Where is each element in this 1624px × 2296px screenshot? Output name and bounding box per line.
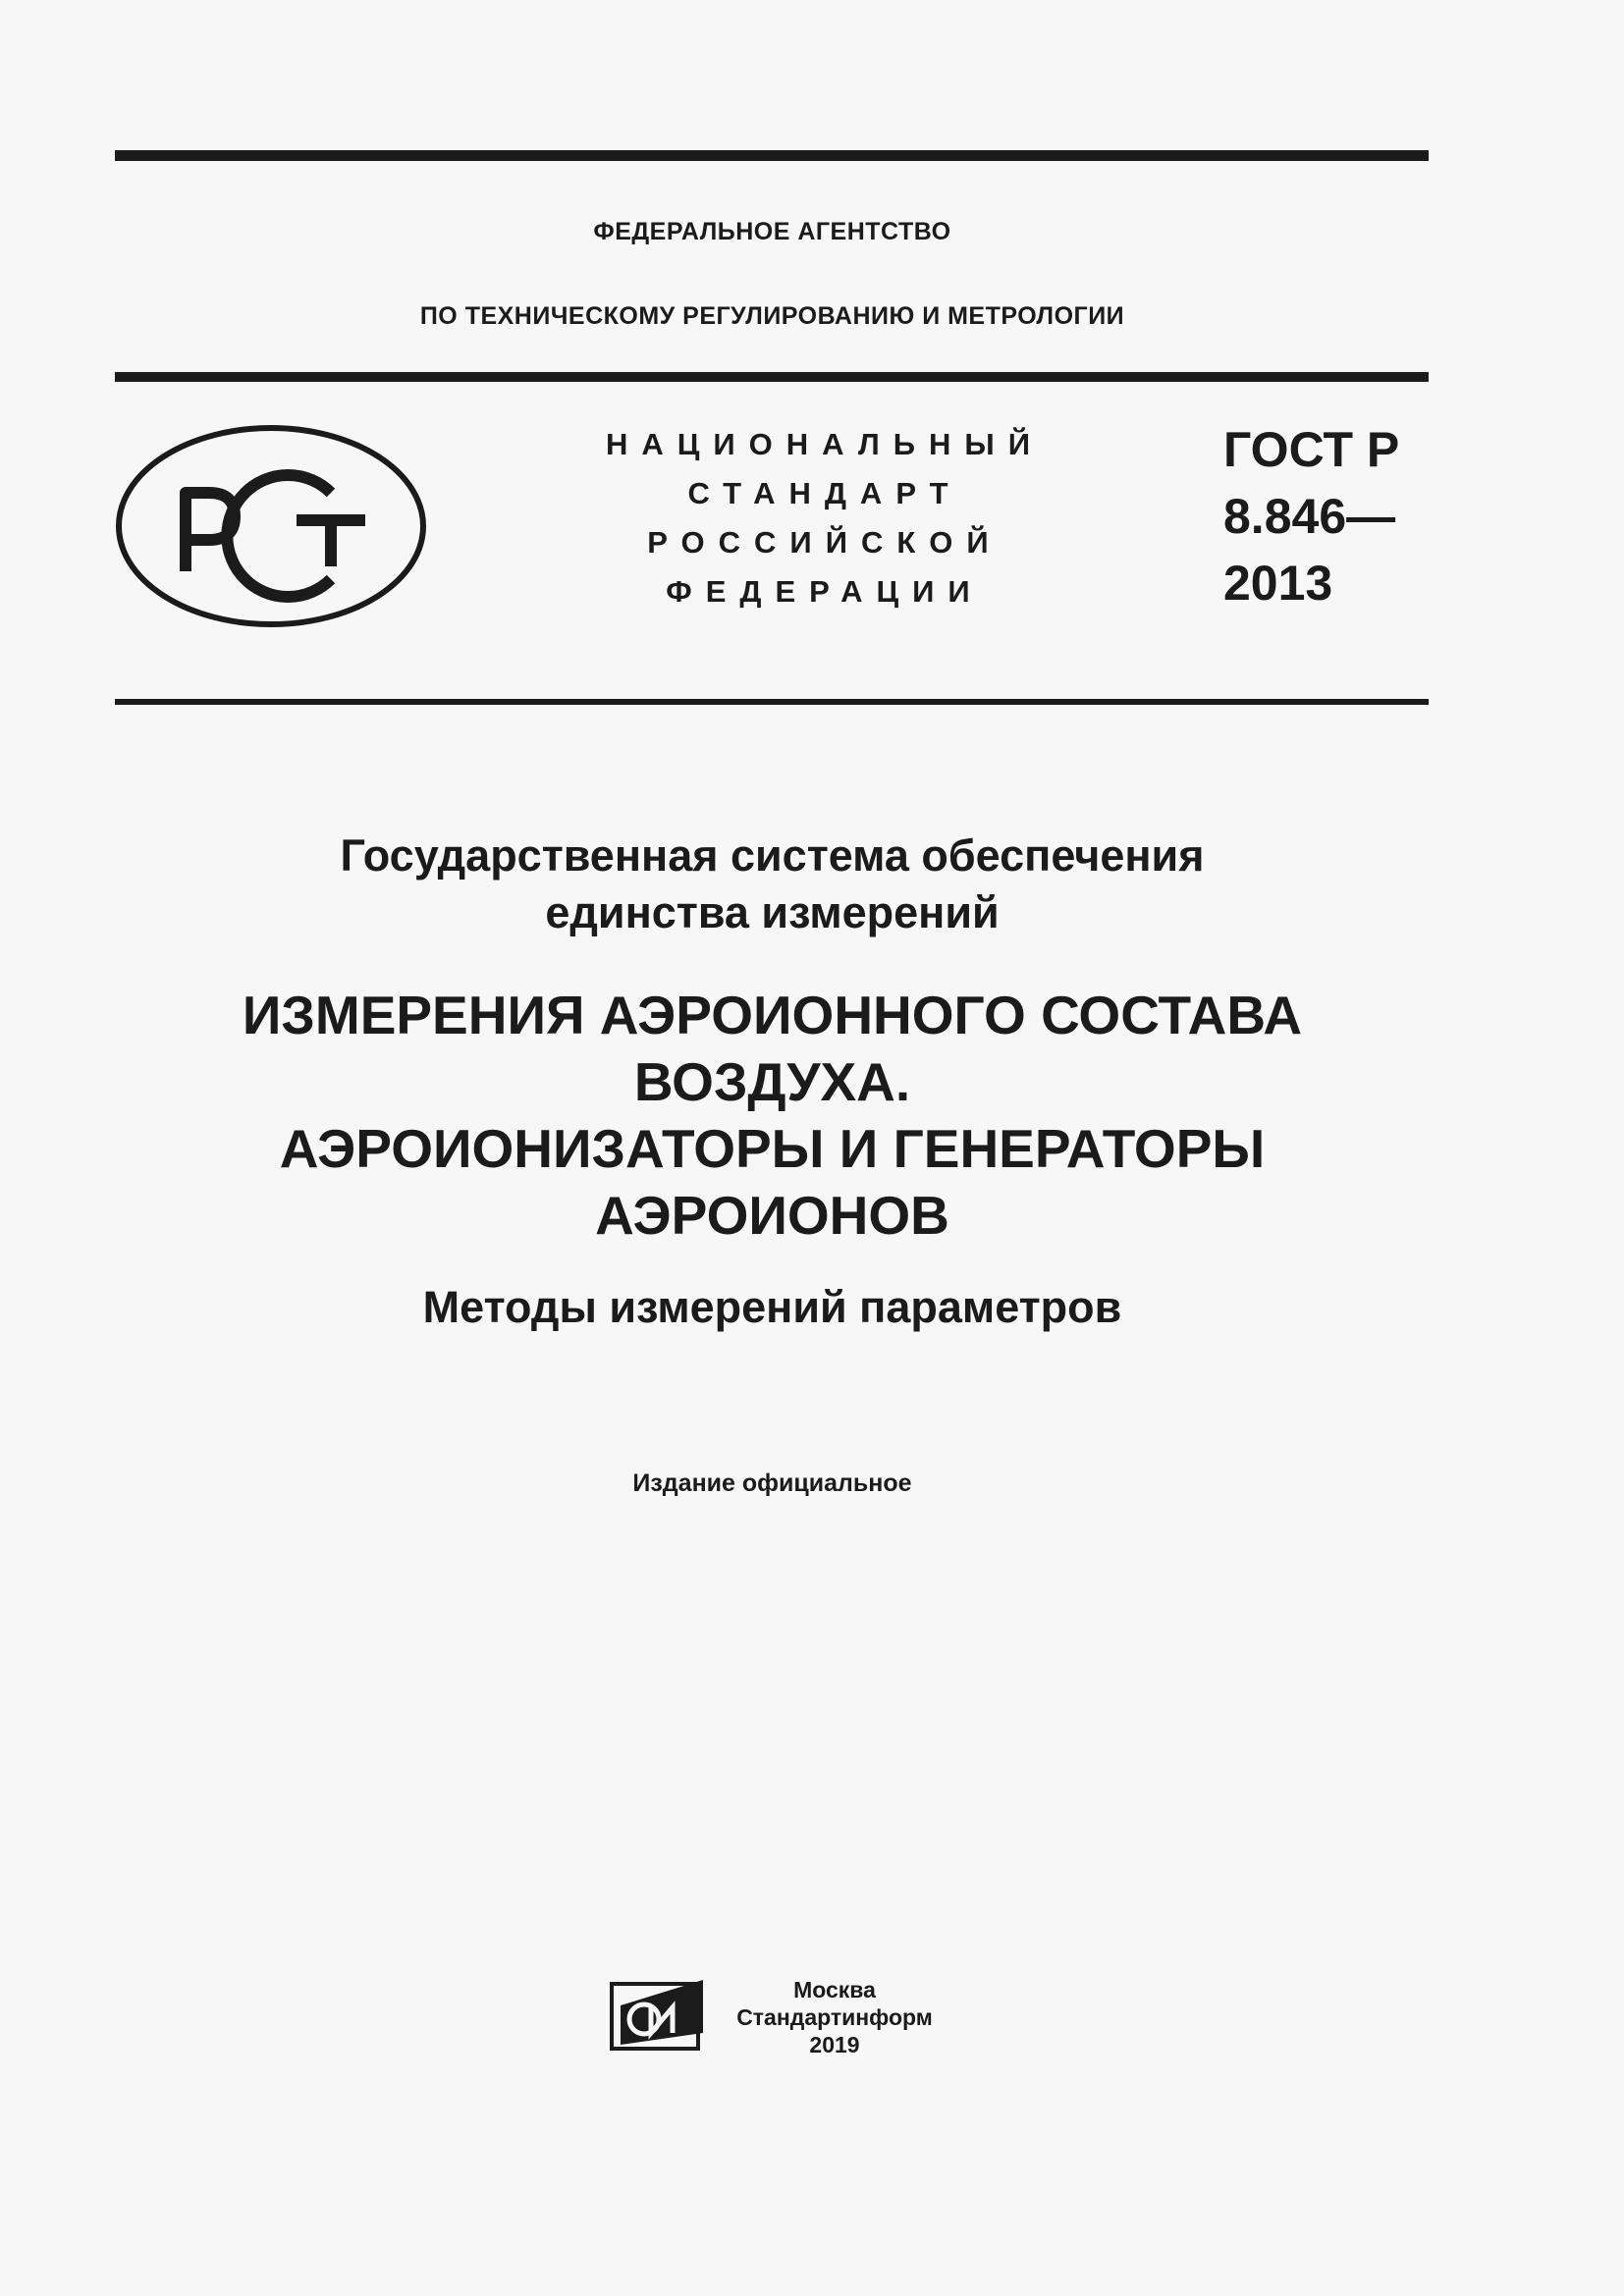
- agency-name-line-2: ПО ТЕХНИЧЕСКОМУ РЕГУЛИРОВАНИЮ И МЕТРОЛОГИИ: [419, 302, 1125, 330]
- designation-line: ГОСТ Р: [1223, 422, 1400, 477]
- rst-certification-logo: [115, 424, 427, 628]
- title-line: АЭРОИОНОВ: [595, 1185, 949, 1246]
- header-rule: [115, 372, 1429, 382]
- header-bottom-rule: [115, 699, 1429, 705]
- series-title: [0, 828, 1544, 941]
- designation-line: 2013: [1223, 556, 1333, 611]
- series-title-line: единства измерений: [545, 887, 1000, 937]
- standard-designation: [1223, 416, 1449, 616]
- publication-year: 2019: [809, 2032, 860, 2057]
- title-line: ВОЗДУХА.: [633, 1051, 911, 1112]
- publisher-info: [717, 1976, 952, 2058]
- national-standard-label: [550, 420, 1100, 616]
- publisher-name: Стандартинформ: [736, 2004, 933, 2030]
- series-title-line: Государственная система обеспечения: [340, 830, 1205, 881]
- edition-note: Издание официальное: [632, 1469, 912, 1497]
- standartinform-logo: [609, 1976, 707, 2053]
- top-rule: [115, 150, 1429, 161]
- national-standard-line: ФЕДЕРАЦИИ: [666, 574, 984, 609]
- agency-name-line-1: ФЕДЕРАЛЬНОЕ АГЕНТСТВО: [593, 218, 951, 245]
- title-line: АЭРОИОНИЗАТОРЫ И ГЕНЕРАТОРЫ: [279, 1118, 1266, 1179]
- document-title: [0, 982, 1544, 1249]
- national-standard-line: СТАНДАРТ: [687, 476, 962, 510]
- national-standard-line: РОССИЙСКОЙ: [647, 525, 1002, 560]
- designation-line: 8.846—: [1223, 489, 1396, 544]
- title-line: ИЗМЕРЕНИЯ АЭРОИОННОГО СОСТАВА: [242, 985, 1303, 1045]
- national-standard-line: НАЦИОНАЛЬНЫЙ: [605, 427, 1045, 461]
- publisher-city: Москва: [793, 1977, 876, 2002]
- document-subtitle: Методы измерений параметров: [422, 1282, 1122, 1332]
